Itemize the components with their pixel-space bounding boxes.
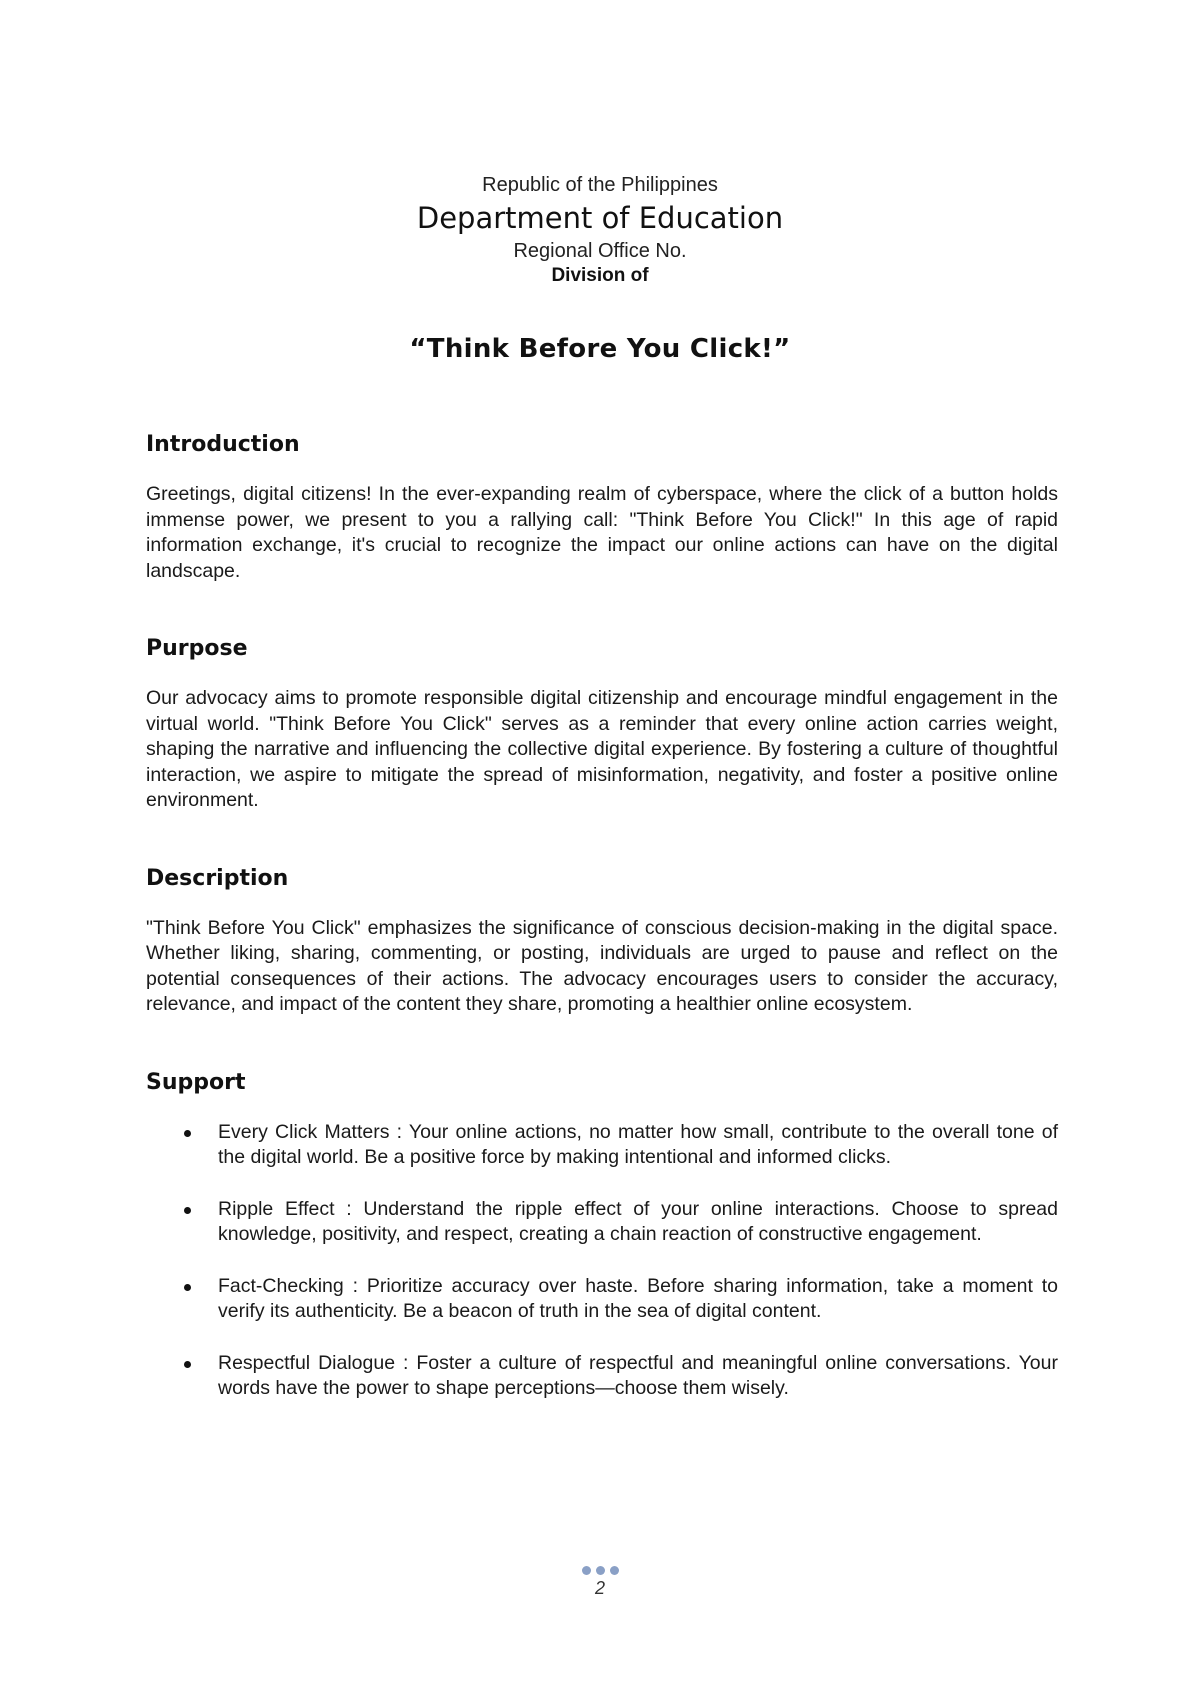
division-line: Division of bbox=[551, 265, 649, 286]
bullet-icon bbox=[184, 1207, 191, 1214]
description-heading: Description bbox=[146, 865, 289, 891]
list-item bbox=[146, 1274, 1058, 1325]
introduction-paragraph: Greetings, digital citizens! In the ever-expanding realm of cyberspace, where the click of a button holds immense power, we present to you a rallying call: "Think Before You Click!" In this age of rapid information exchange, it's crucial to recognize the impact our online actions can have on the digital landscape. bbox=[146, 483, 1058, 582]
letterhead bbox=[0, 172, 1200, 288]
list-item-text: Ripple Effect : Understand the ripple effect of your online interactions. Choose to spread knowledge, positivity, and respect, creating a chain reaction of constructive engagement. bbox=[218, 1197, 1058, 1245]
ornament-dot bbox=[582, 1566, 591, 1575]
list-item bbox=[146, 1197, 1058, 1248]
ornament-dot bbox=[610, 1566, 619, 1575]
footer-ornament-icon bbox=[582, 1566, 619, 1575]
purpose-paragraph: Our advocacy aims to promote responsible digital citizenship and encourage mindful engagement in the virtual world. "Think Before You Click" serves as a reminder that every online action carries weight, shaping the narrative and influencing the collective digital experience. By fostering a culture of thoughtful interaction, we aspire to mitigate the spread of misinformation, negativity, and foster a positive online environment. bbox=[146, 687, 1058, 811]
description-paragraph: "Think Before You Click" emphasizes the significance of conscious decision-making in the digital space. Whether liking, sharing, commenting, or posting, individuals are urged to pause and reflect on the potential consequences of their actions. The advocacy encourages users to consider the accuracy, relevance, and impact of the content they share, promoting a healthier online ecosystem. bbox=[146, 916, 1058, 1015]
page-number: 2 bbox=[594, 1578, 605, 1598]
bullet-icon bbox=[184, 1130, 191, 1137]
document-body bbox=[146, 430, 1058, 1428]
support-list bbox=[146, 1120, 1058, 1402]
list-item bbox=[146, 1120, 1058, 1171]
purpose-heading: Purpose bbox=[146, 636, 248, 661]
list-item-text: Respectful Dialogue : Foster a culture of respectful and meaningful online conversations. Your words have the power to shape perceptions—choose them wisely. bbox=[218, 1351, 1058, 1399]
republic-line: Republic of the Philippines bbox=[482, 174, 718, 196]
list-item bbox=[146, 1351, 1058, 1402]
department-name: Department of Education bbox=[416, 201, 784, 235]
regional-office-line: Regional Office No. bbox=[513, 240, 687, 262]
support-heading: Support bbox=[146, 1069, 246, 1095]
introduction-heading: Introduction bbox=[146, 432, 300, 457]
ornament-dot bbox=[596, 1566, 605, 1575]
bullet-icon bbox=[184, 1284, 191, 1291]
document-title: “Think Before You Click!” bbox=[409, 334, 791, 364]
list-item-text: Fact-Checking : Prioritize accuracy over haste. Before sharing information, take a moment to verify its authenticity. Be a beacon of truth in the sea of digital content. bbox=[218, 1274, 1058, 1322]
list-item-text: Every Click Matters : Your online actions, no matter how small, contribute to the overall tone of the digital world. Be a positive force by making intentional and informed clicks. bbox=[218, 1120, 1058, 1168]
bullet-icon bbox=[184, 1361, 191, 1368]
